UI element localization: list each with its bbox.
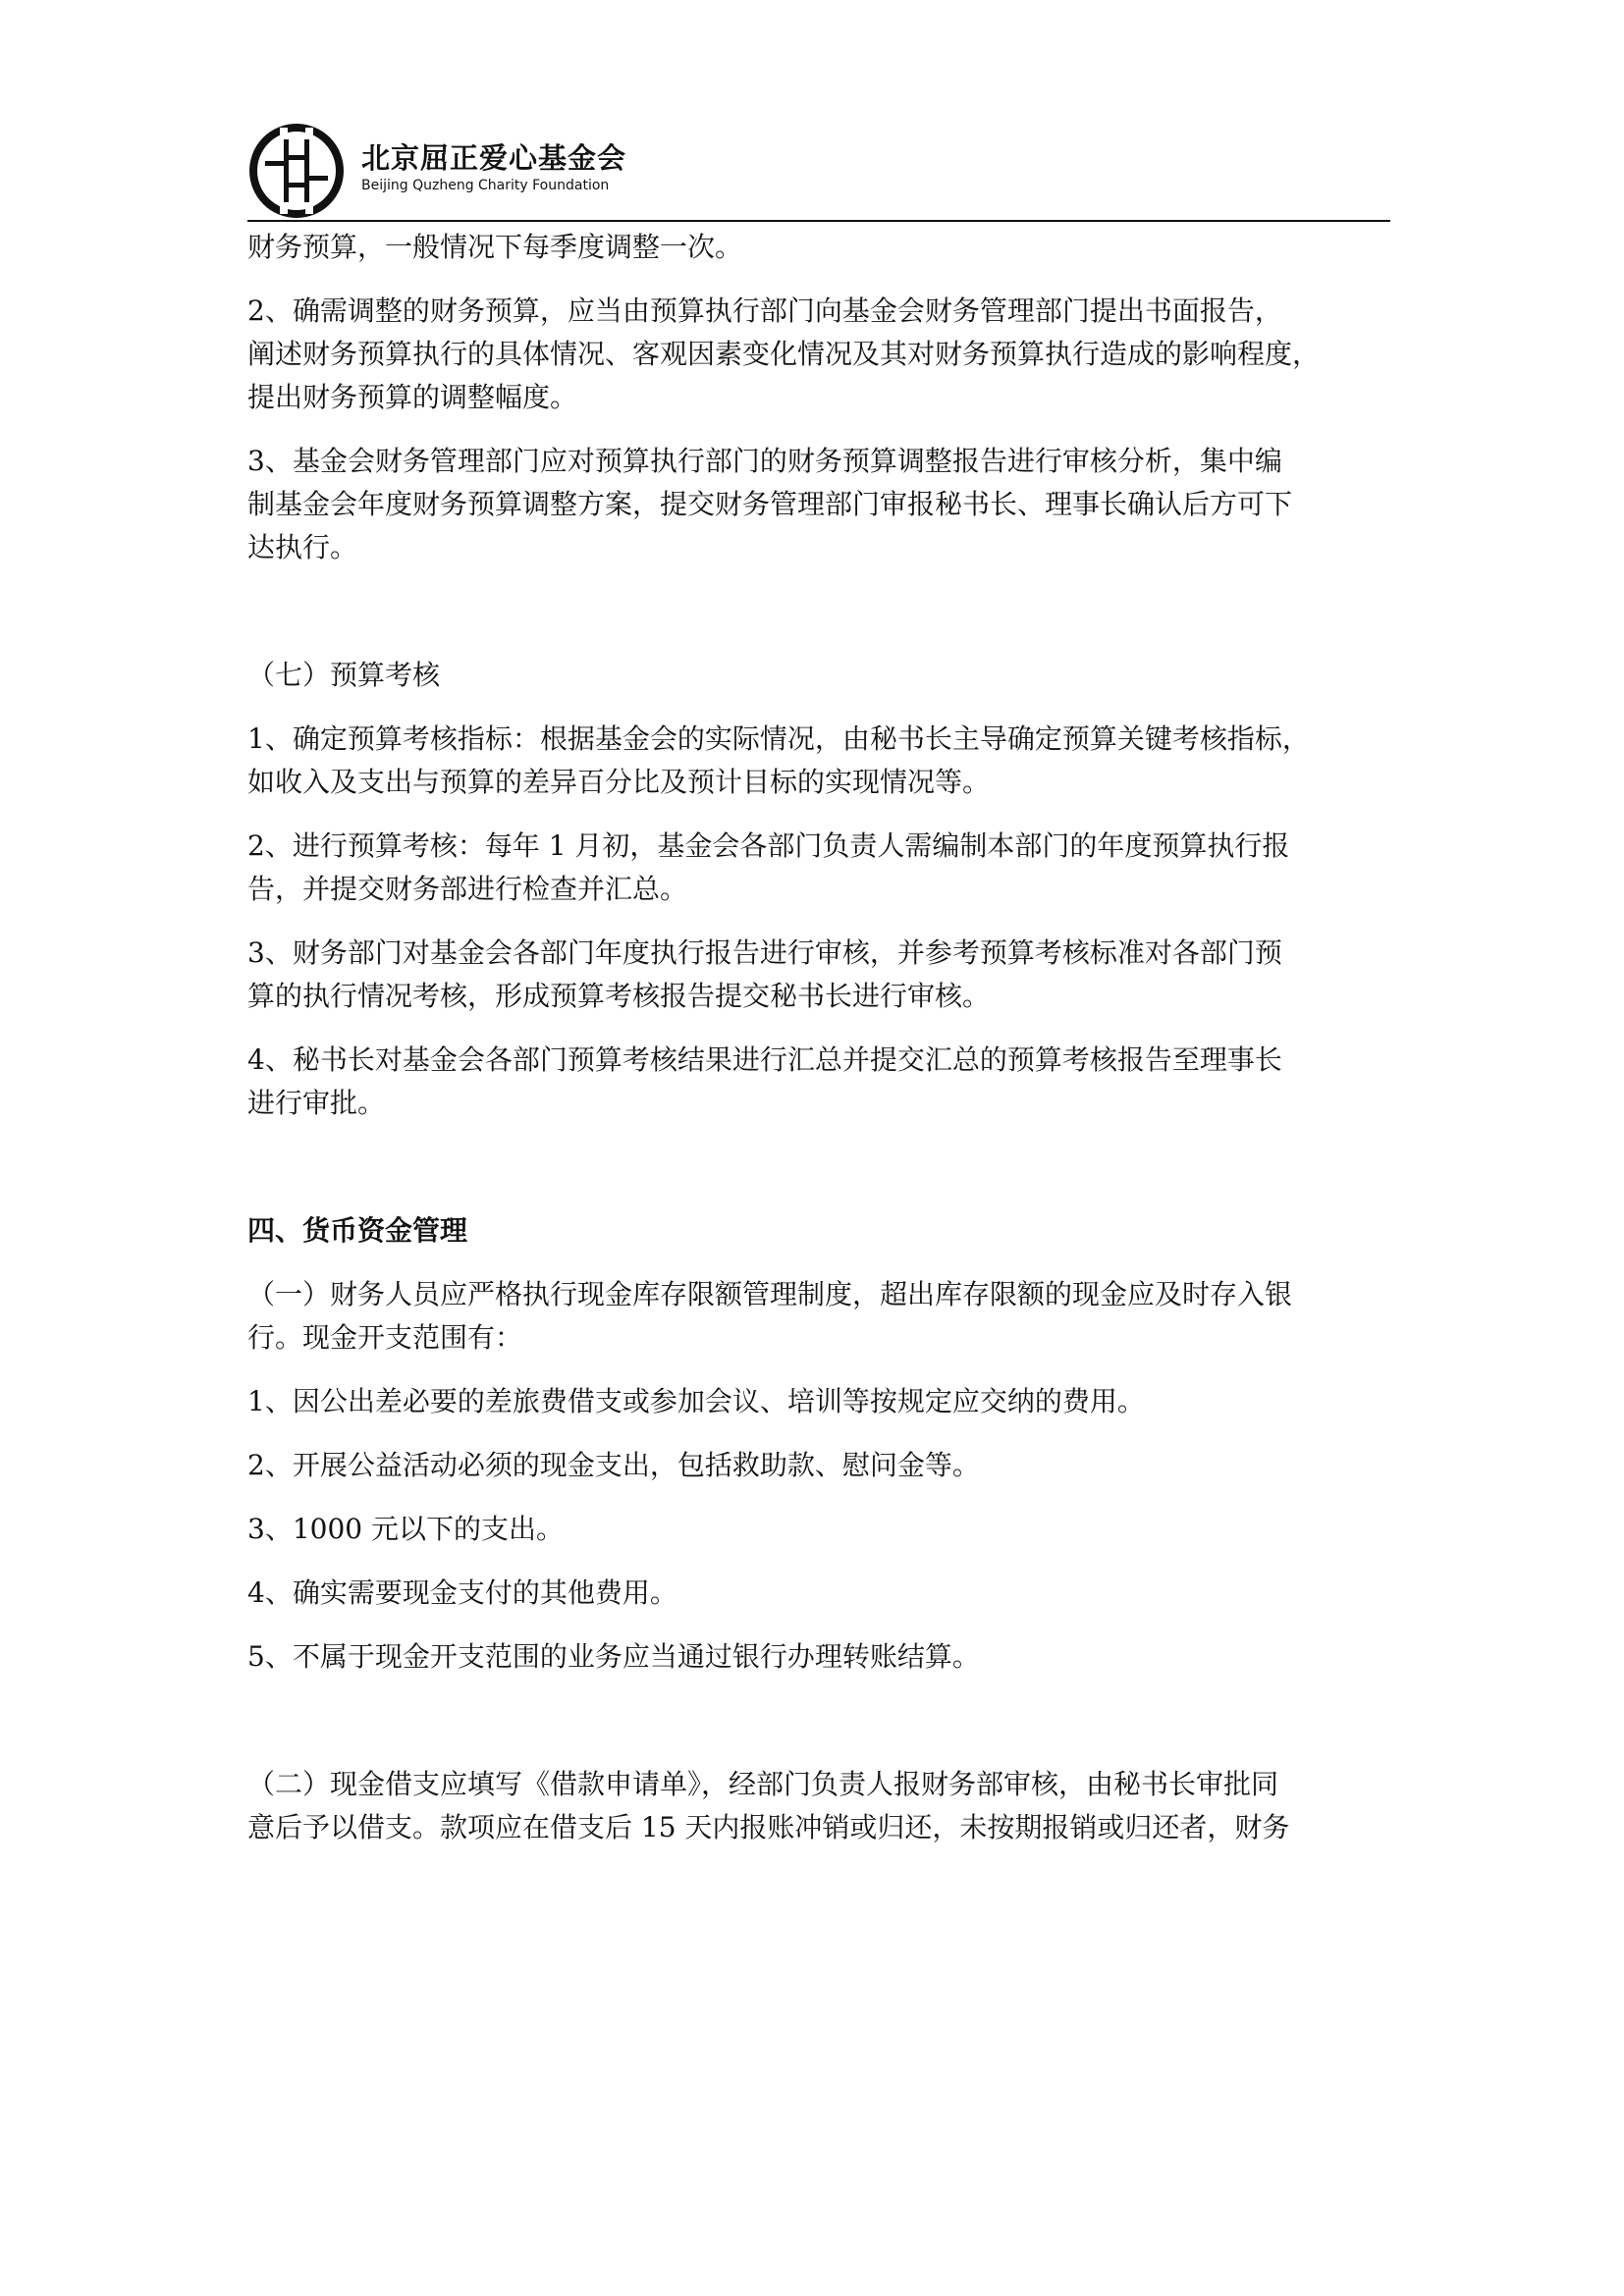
text-line: 2、确需调整的财务预算，应当由预算执行部门向基金会财务管理部门提出书面报告， xyxy=(247,294,1282,327)
text-line: 4、秘书长对基金会各部门预算考核结果进行汇总并提交汇总的预算考核报告至理事长 xyxy=(247,1043,1282,1076)
org-name-cn: 北京屈正爱心基金会 xyxy=(361,141,627,175)
text-line: （二）现金借支应填写《借款申请单》，经部门负责人报财务部审核，由秘书长审批同 xyxy=(247,1768,1279,1800)
text-line: 4、确实需要现金支付的其他费用。 xyxy=(247,1576,677,1609)
paragraph-cash-loan xyxy=(247,1763,1390,1849)
text-line: 1、因公出差必要的差旅费借支或参加会议、培训等按规定应交纳的费用。 xyxy=(247,1385,1145,1417)
text-line: （一）财务人员应严格执行现金库存限额管理制度，超出库存限额的现金应及时存入银 xyxy=(247,1278,1293,1310)
page-header xyxy=(247,122,1390,220)
paragraph-assessment-process xyxy=(247,825,1390,911)
list-item-bank-transfer xyxy=(247,1635,1390,1679)
text-line: 阐述财务预算执行的具体情况、客观因素变化情况及其对财务预算执行造成的影响程度， xyxy=(247,338,1321,370)
text-line: 制基金会年度财务预算调整方案，提交财务管理部门审报秘书长、理事长确认后方可下 xyxy=(247,488,1293,520)
document-body xyxy=(247,226,1390,1870)
text-line: 意后予以借支。款项应在借支后 15 天内报账冲销或归还，未按期报销或归还者，财务 xyxy=(247,1811,1290,1843)
paragraph-finance-review xyxy=(247,932,1390,1018)
section-heading: （七）预算考核 xyxy=(247,659,441,691)
text-line: 进行审批。 xyxy=(247,1087,386,1119)
text-line: 提出财务预算的调整幅度。 xyxy=(247,381,578,413)
list-item-other-expense xyxy=(247,1572,1390,1615)
paragraph-secretary-summary xyxy=(247,1039,1390,1125)
text-line: 告，并提交财务部进行检查并汇总。 xyxy=(247,873,688,905)
paragraph-adjust-review xyxy=(247,440,1390,569)
text-line: 2、进行预算考核：每年 1 月初，基金会各部门负责人需编制本部门的年度预算执行报 xyxy=(247,829,1290,862)
text-line: 5、不属于现金开支范围的业务应当通过银行办理转账结算。 xyxy=(247,1640,980,1673)
list-item-charity-expense xyxy=(247,1444,1390,1487)
org-name-en: Beijing Quzheng Charity Foundation xyxy=(361,178,610,193)
list-item-travel-expense xyxy=(247,1380,1390,1423)
header-divider xyxy=(247,220,1390,222)
text-line: 如收入及支出与预算的差异百分比及预计目标的实现情况等。 xyxy=(247,766,991,798)
text-line: 财务预算，一般情况下每季度调整一次。 xyxy=(247,231,743,263)
section-title-budget-assessment xyxy=(247,654,1390,697)
text-line: 3、基金会财务管理部门应对预算执行部门的财务预算调整报告进行审核分析，集中编 xyxy=(247,445,1282,477)
paragraph-adjust-report xyxy=(247,290,1390,419)
text-line: 3、财务部门对基金会各部门年度执行报告进行审核，并参考预算考核标准对各部门预 xyxy=(247,936,1282,969)
paragraph-cash-limit xyxy=(247,1273,1390,1360)
foundation-logo-icon xyxy=(247,122,346,220)
text-line: 行。现金开支范围有： xyxy=(247,1321,523,1354)
list-item-small-expense xyxy=(247,1508,1390,1551)
section-heading-cash-management: 四、货币资金管理 xyxy=(247,1214,468,1247)
text-line: 1、确定预算考核指标：根据基金会的实际情况，由秘书长主导确定预算关键考核指标， xyxy=(247,722,1310,755)
paragraph-budget-adjust-frequency xyxy=(247,226,1390,269)
text-line: 达执行。 xyxy=(247,531,358,563)
brand-block xyxy=(361,141,626,194)
text-line: 2、开展公益活动必须的现金支出，包括救助款、慰问金等。 xyxy=(247,1449,980,1481)
text-line: 3、1000 元以下的支出。 xyxy=(247,1513,564,1545)
paragraph-assessment-indicators xyxy=(247,718,1390,804)
text-line: 算的执行情况考核，形成预算考核报告提交秘书长进行审核。 xyxy=(247,980,991,1012)
